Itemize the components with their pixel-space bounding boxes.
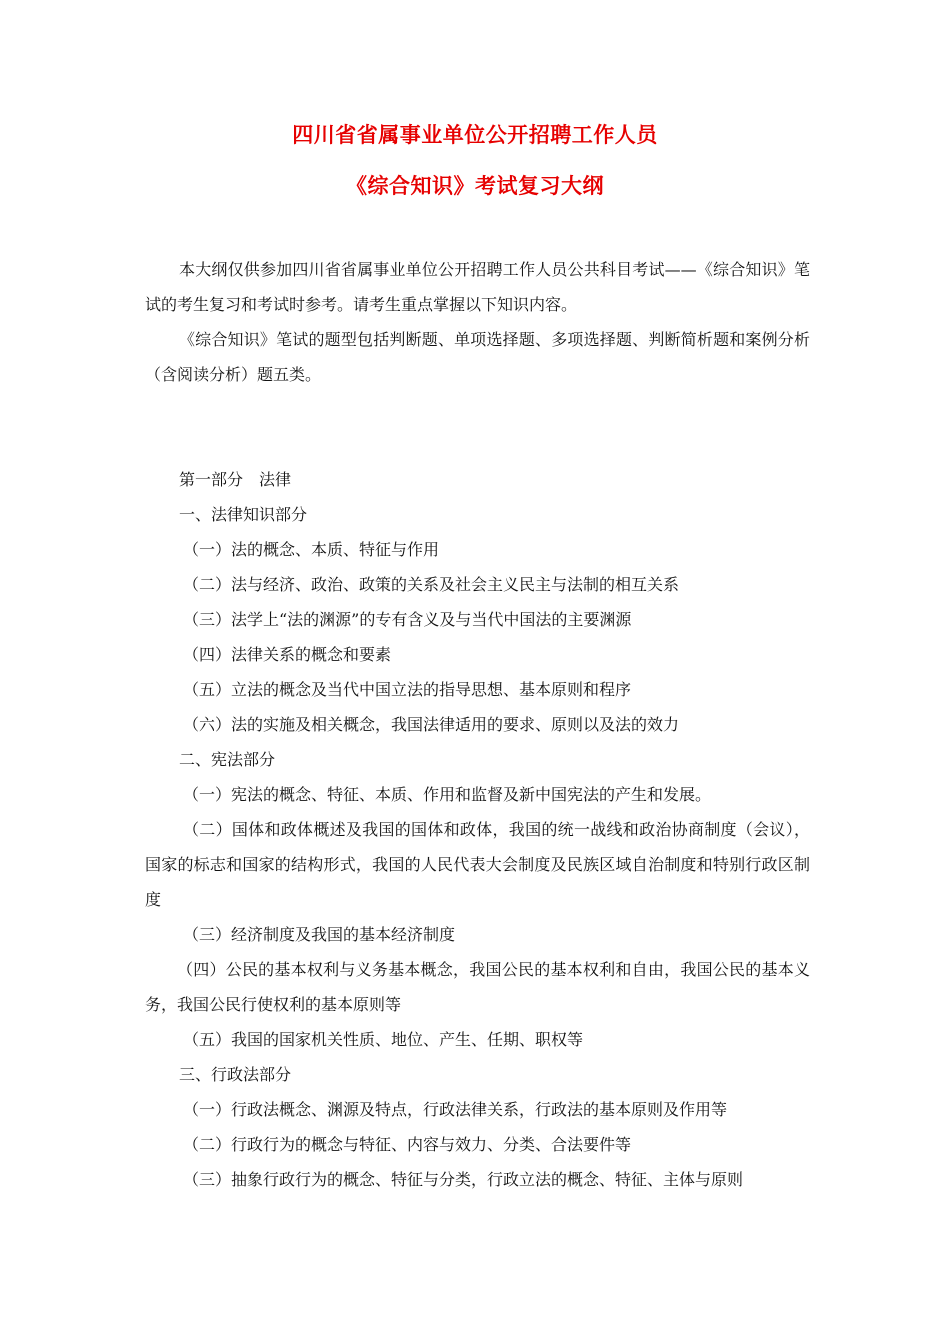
outline-item: （四）公民的基本权利与义务基本概念，我国公民的基本权利和自由，我国公民的基本义务，我国公民行使权利的基本原则等	[145, 960, 810, 1014]
outline-item: （一）行政法概念、渊源及特点，行政法律关系，行政法的基本原则及作用等	[183, 1100, 728, 1119]
outline-item: （三）抽象行政行为的概念、特征与分类，行政立法的概念、特征、主体与原则	[183, 1170, 744, 1189]
outline-item: （四）法律关系的概念和要素	[183, 645, 392, 664]
section-gap	[145, 392, 810, 462]
intro-paragraph-2: 《综合知识》笔试的题型包括判断题、单项选择题、多项选择题、判断简析题和案例分析（含阅读分析）题五类。	[145, 330, 810, 384]
outline-item: （一）宪法的概念、特征、本质、作用和监督及新中国宪法的产生和发展。	[183, 785, 712, 804]
part-heading: 第一部分 法律	[179, 470, 292, 489]
outline-item: （六）法的实施及相关概念，我国法律适用的要求、原则以及法的效力	[183, 715, 680, 734]
section-heading-1: 一、法律知识部分	[179, 505, 308, 524]
section-heading-2: 二、宪法部分	[179, 750, 276, 769]
outline-item: （三）经济制度及我国的基本经济制度	[183, 925, 456, 944]
document-title-line2: 《综合知识》考试复习大纲	[346, 173, 604, 198]
section-heading-3: 三、行政法部分	[179, 1065, 292, 1084]
outline-item: （三）法学上“法的渊源”的专有含义及与当代中国法的主要渊源	[183, 610, 632, 629]
intro-paragraph-1: 本大纲仅供参加四川省省属事业单位公开招聘工作人员公共科目考试——《综合知识》笔试的考生复习和考试时参考。请考生重点掌握以下知识内容。	[145, 260, 810, 314]
document-title-line1: 四川省省属事业单位公开招聘工作人员	[292, 122, 658, 147]
outline-item: （一）法的概念、本质、特征与作用	[183, 540, 440, 559]
document-body	[145, 252, 810, 1197]
outline-item: （五）我国的国家机关性质、地位、产生、任期、职权等	[183, 1030, 584, 1049]
outline-item: （二）行政行为的概念与特征、内容与效力、分类、合法要件等	[183, 1135, 632, 1154]
outline-item: （二）法与经济、政治、政策的关系及社会主义民主与法制的相互关系	[183, 575, 680, 594]
outline-item: （五）立法的概念及当代中国立法的指导思想、基本原则和程序	[183, 680, 632, 699]
outline-item: （二）国体和政体概述及我国的国体和政体，我国的统一战线和政治协商制度（会议），国家的标志和国家的结构形式，我国的人民代表大会制度及民族区域自治制度和特别行政区制度	[145, 820, 810, 909]
